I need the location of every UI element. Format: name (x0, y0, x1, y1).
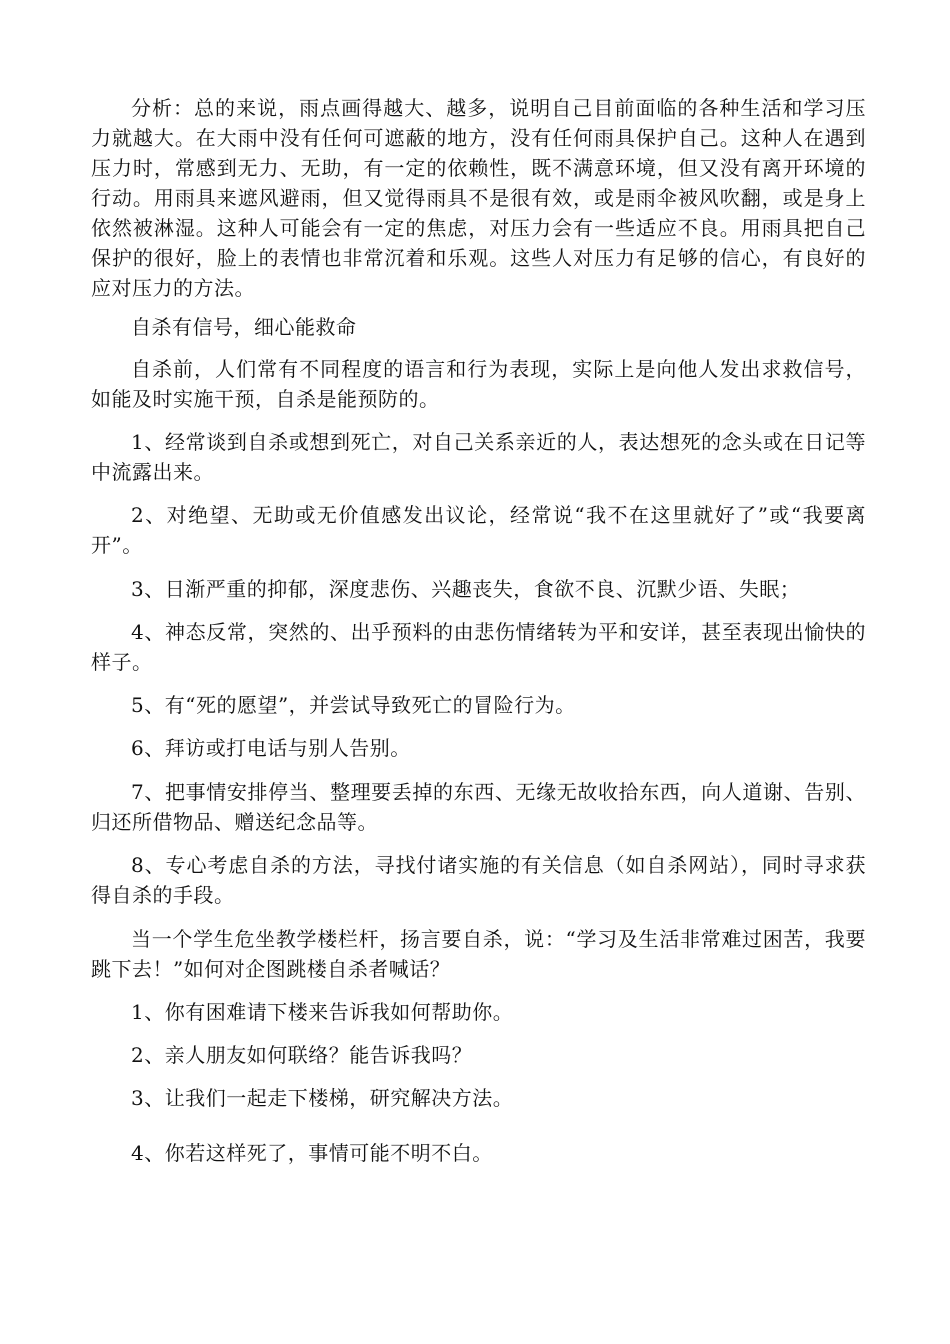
analysis-paragraph: 分析：总的来说，雨点画得越大、越多，说明自己目前面临的各种生活和学习压力就越大。在大雨中没有任何可遮蔽的地方，没有任何雨具保护自己。这种人在遇到压力时，常感到无力、无助，有一定的依赖性，既不满意环境，但又没有离开环境的行动。用雨具来遮风避雨，但又觉得雨具不是很有效，或是雨伞被风吹翻，或是身上依然被淋湿。这种人可能会有一定的焦虑，对压力会有一些适应不良。用雨具把自己保护的很好，脸上的表情也非常沉着和乐观。这些人对压力有足够的信心，有良好的应对压力的方法。 (91, 96, 866, 300)
signal-item-2: 2、对绝望、无助或无价值感发出议论，经常说“我不在这里就好了”或“我要离开”。 (91, 503, 866, 557)
signal-item-5: 5、有“死的愿望”，并尝试导致死亡的冒险行为。 (131, 693, 576, 717)
shout-item-4: 4、你若这样死了，事情可能不明不白。 (131, 1141, 493, 1165)
signal-item-1: 1、经常谈到自杀或想到死亡，对自己关系亲近的人，表达想死的念头或在日记等中流露出来。 (91, 430, 866, 484)
shout-item-3: 3、让我们一起走下楼梯，研究解决方法。 (131, 1086, 514, 1110)
signal-item-8: 8、专心考虑自杀的方法，寻找付诸实施的有关信息（如自杀网站），同时寻求获得自杀的手段。 (91, 853, 866, 907)
scenario-paragraph: 当一个学生危坐教学楼栏杆，扬言要自杀，说：“学习及生活非常难过困苦，我要跳下去！”如何对企图跳楼自杀者喊话？ (91, 927, 866, 981)
signal-item-4: 4、神态反常，突然的、出乎预料的由悲伤情绪转为平和安详，甚至表现出愉快的样子。 (91, 620, 866, 674)
shout-item-2: 2、亲人朋友如何联络？能告诉我吗？ (131, 1043, 473, 1067)
shout-item-1: 1、你有困难请下楼来告诉我如何帮助你。 (131, 1000, 514, 1024)
signal-item-6: 6、拜访或打电话与别人告别。 (131, 736, 411, 760)
intro-paragraph: 自杀前，人们常有不同程度的语言和行为表现，实际上是向他人发出求救信号，如能及时实施干预，自杀是能预防的。 (91, 357, 866, 411)
signal-item-7: 7、把事情安排停当、整理要丢掉的东西、无缘无故收拾东西，向人道谢、告别、归还所借物品、赠送纪念品等。 (91, 780, 866, 834)
section-heading: 自杀有信号，细心能救命 (131, 315, 357, 339)
signal-item-3: 3、日渐严重的抑郁，深度悲伤、兴趣丧失，食欲不良、沉默少语、失眠； (131, 577, 801, 601)
